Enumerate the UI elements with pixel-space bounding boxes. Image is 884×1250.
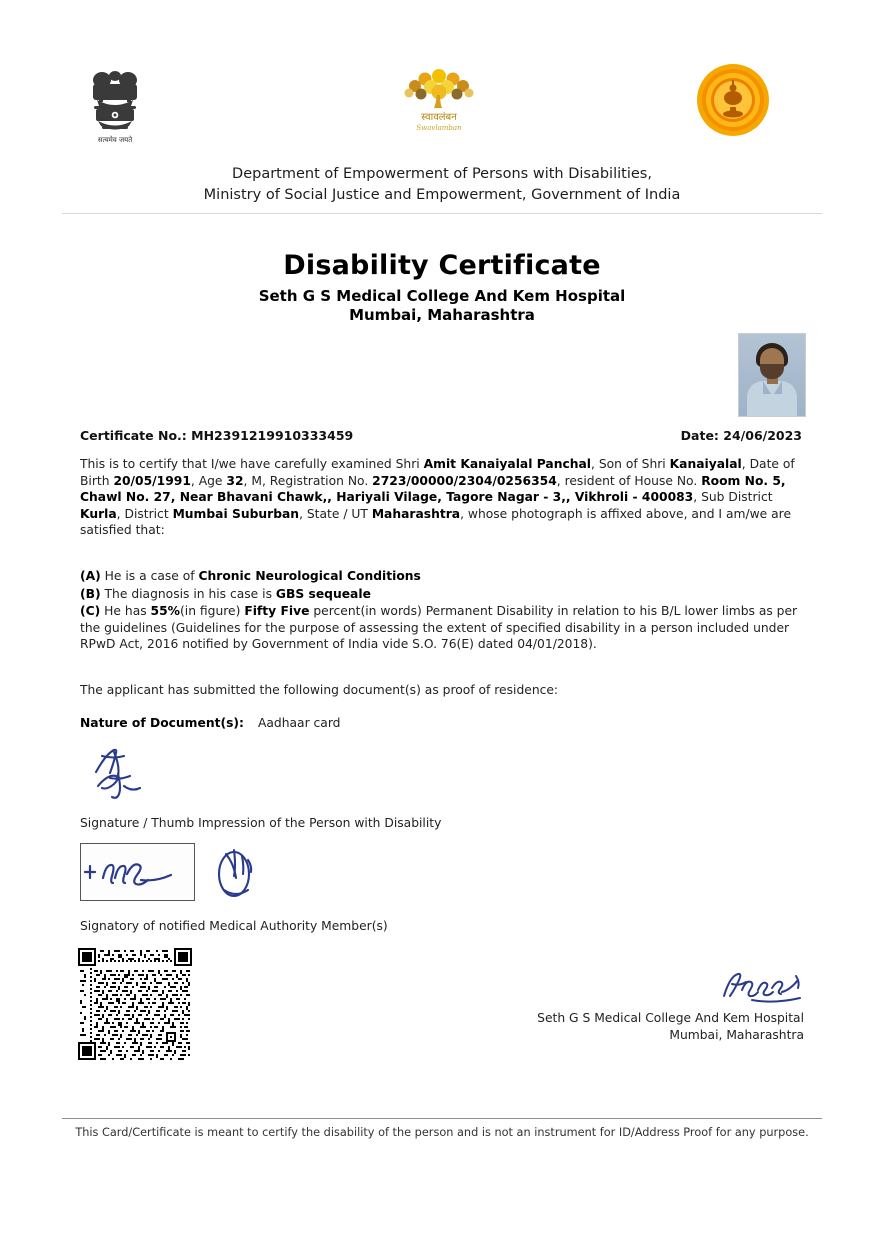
nature-of-document-row <box>80 715 805 732</box>
residence-address: Room No. 5, Chawl No. 27, Near Bhavani Chawk,, Hariyali Vilage, Tagore Nagar - 3,, Vikhroli - 400083 <box>80 473 786 504</box>
swavlamban-logo-icon <box>398 62 480 136</box>
clause-c-text-1: He has <box>100 604 151 618</box>
issuing-authority-line-2: Mumbai, Maharashtra <box>669 1028 804 1042</box>
father-name: Kanaiyalal <box>669 457 742 471</box>
certificate-number-value: MH2391219910333459 <box>191 428 354 443</box>
age-value: 32 <box>226 473 244 488</box>
clause-c-label: (C) <box>80 604 101 618</box>
certify-text-4: , Age <box>190 473 227 488</box>
certificate-date <box>681 428 802 443</box>
certify-text-2: , Son of Shri <box>591 457 670 471</box>
applicant-name: Amit Kanaiyalal Panchal <box>423 457 592 471</box>
nature-of-document-label: Nature of Document(s): <box>80 715 244 730</box>
emblem-row <box>0 62 884 152</box>
residence-proof-intro: The applicant has submitted the following document(s) as proof of residence: <box>80 683 559 697</box>
certify-text-10: , whose photograph is affixed above, and I am/we are satisfied that: <box>80 506 792 537</box>
qr-code <box>78 948 192 1060</box>
svg-text:सत्यमेव जयते: सत्यमेव जयते <box>97 136 133 144</box>
clause-c-text-2: (in figure) <box>179 604 245 618</box>
clause-a-label: (A) <box>80 569 101 583</box>
ministry-line-1: Department of Empowerment of Persons with Disabilities, <box>232 166 652 182</box>
clause-b-text: The diagnosis in his case is <box>100 586 276 601</box>
ministry-header <box>0 164 884 206</box>
person-signature-image <box>88 742 193 804</box>
issuing-authority-line-1: Seth G S Medical College And Kem Hospital <box>537 1011 804 1025</box>
clause-c-text-3: percent(in words) Permanent Disability in relation to his B/L lower limbs as per the guidelines (Guidelines for the purpose of assessing the extent of specified disability in a person included under RPwD Act, 2016 notified by Government of India vide S.O. 76(E) dated 04/01/2018). <box>80 604 798 651</box>
clause-c <box>80 603 805 653</box>
svg-text:स्वावलंबन: स्वावलंबन <box>421 112 457 123</box>
certificate-number <box>80 428 353 443</box>
svg-text:Swavlamban: Swavlamban <box>416 124 462 132</box>
header-divider <box>62 213 822 214</box>
date-of-birth: 20/05/1991 <box>113 473 191 488</box>
footer-disclaimer: This Card/Certificate is meant to certify the disability of the person and is not an instrument for ID/Address Proof for any purpose. <box>75 1126 809 1139</box>
authority-signature-box <box>80 843 195 901</box>
issuing-authority-signature <box>718 966 810 1008</box>
residence-proof-block <box>80 682 805 731</box>
certify-text-7: , Sub District <box>693 490 773 504</box>
certificate-date-value: 24/06/2023 <box>723 428 802 443</box>
district: Mumbai Suburban <box>172 506 300 521</box>
findings-clauses <box>80 568 805 654</box>
disability-percentage: 55% <box>150 604 180 618</box>
certificate-date-label: Date: <box>680 428 719 443</box>
applicant-photo <box>738 333 806 417</box>
clause-a-text: He is a case of <box>100 569 199 583</box>
clause-b-label: (B) <box>80 586 101 601</box>
footer-divider <box>62 1118 822 1119</box>
disability-percentage-words: Fifty Five <box>244 604 310 618</box>
issuing-hospital-line-1: Seth G S Medical College And Kem Hospital <box>258 287 626 305</box>
photo-shirt <box>747 381 797 416</box>
page-title: Disability Certificate <box>283 250 601 281</box>
certify-text-9: , State / UT <box>299 506 372 521</box>
disability-condition: Chronic Neurological Conditions <box>198 569 421 583</box>
issuing-hospital-line-2: Mumbai, Maharashtra <box>349 306 535 324</box>
certificate-meta-row <box>80 428 802 443</box>
maharashtra-emblem-icon <box>696 62 770 138</box>
certificate-number-label: Certificate No.: <box>80 428 187 443</box>
ministry-line-2: Ministry of Social Justice and Empowerment, Government of India <box>203 187 681 203</box>
authority-signature-caption: Signatory of notified Medical Authority Member(s) <box>80 919 388 933</box>
state-ut: Maharashtra <box>371 506 461 521</box>
clause-a <box>80 568 805 585</box>
title-block <box>0 250 884 325</box>
person-signature-caption: Signature / Thumb Impression of the Person with Disability <box>80 816 442 830</box>
ashoka-emblem-icon <box>84 62 146 148</box>
certify-text-3: , Date of Birth <box>80 457 795 488</box>
sub-district: Kurla <box>80 506 117 521</box>
clause-b <box>80 586 805 603</box>
authority-signature-second <box>212 840 264 902</box>
certify-text-8: , District <box>116 506 173 521</box>
certify-text-1: This is to certify that I/we have carefully examined Shri <box>80 457 424 471</box>
certify-text-6: , resident of House No. <box>556 473 702 488</box>
issuing-authority-block <box>420 1010 804 1044</box>
certification-paragraph <box>80 456 805 539</box>
nature-of-document-value: Aadhaar card <box>257 715 341 730</box>
diagnosis-value: GBS sequeale <box>275 586 371 601</box>
registration-number: 2723/00000/2304/0256354 <box>372 473 557 488</box>
certify-text-5: , M, Registration No. <box>243 473 373 488</box>
